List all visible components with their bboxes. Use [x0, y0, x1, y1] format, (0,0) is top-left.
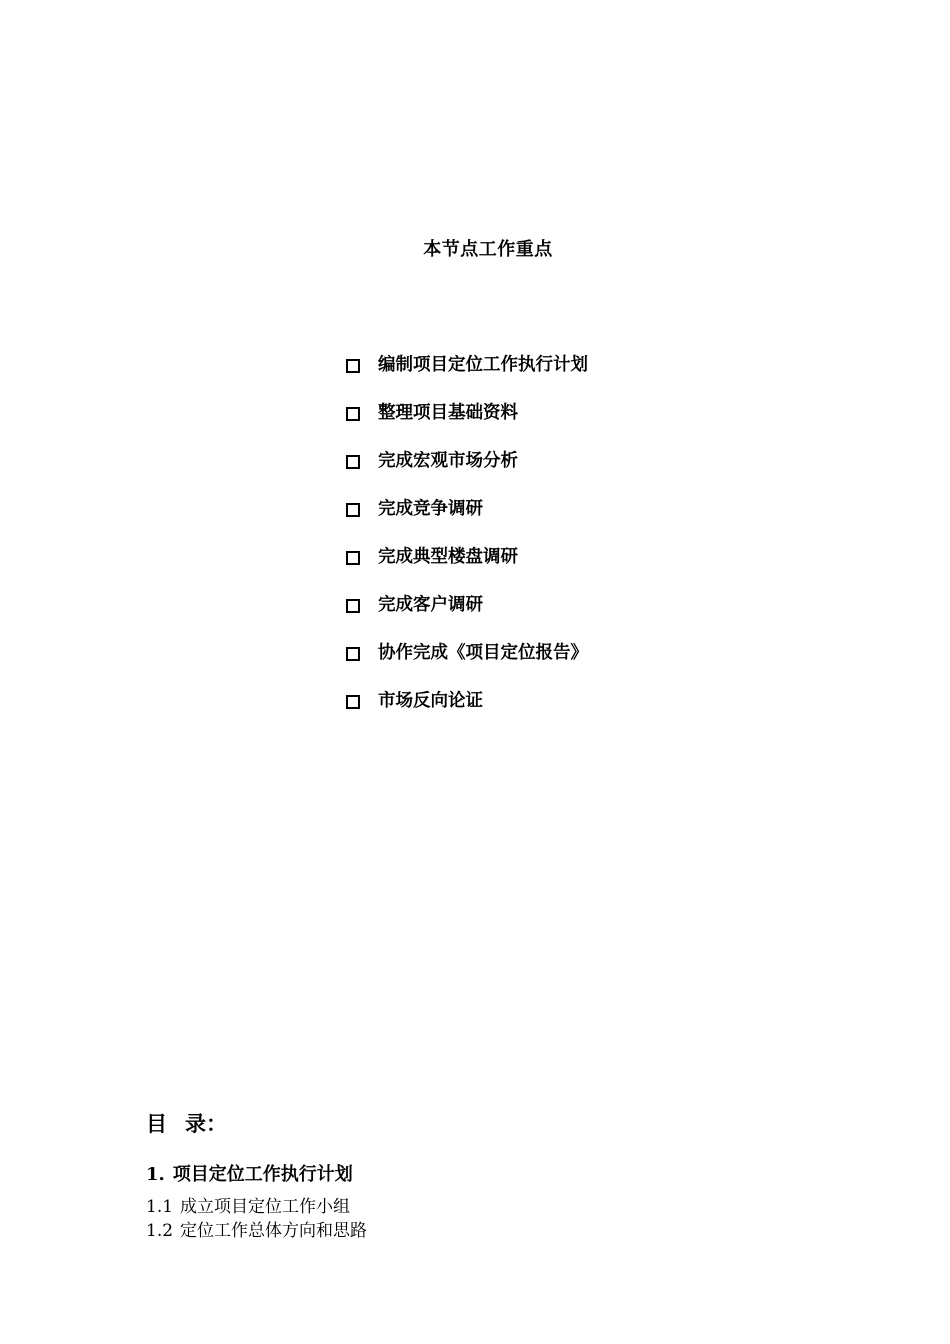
- toc-heading-part2: 录：: [185, 1112, 227, 1136]
- checklist-item: [346, 498, 588, 546]
- toc-subsection: [146, 1220, 367, 1242]
- checkbox-icon: [346, 407, 360, 421]
- toc-heading-part1: 目: [146, 1112, 167, 1136]
- checklist-item: [346, 450, 588, 498]
- toc-subsection-number: 1.2: [146, 1221, 174, 1241]
- checkbox-icon: [346, 599, 360, 613]
- checkbox-icon: [346, 455, 360, 469]
- checklist-item: [346, 354, 588, 402]
- checklist-item: [346, 546, 588, 594]
- task-checklist: [346, 354, 588, 738]
- checklist-item-label: 完成竞争调研: [378, 499, 483, 519]
- toc-subsection-title: 定位工作总体方向和思路: [180, 1221, 367, 1241]
- section-title: 本节点工作重点: [423, 239, 553, 260]
- checkbox-icon: [346, 503, 360, 517]
- checklist-item-label: 完成典型楼盘调研: [378, 547, 518, 567]
- checklist-item: [346, 690, 588, 738]
- checkbox-icon: [346, 647, 360, 661]
- checklist-item: [346, 642, 588, 690]
- toc-chapter-title: 项目定位工作执行计划: [172, 1164, 353, 1185]
- toc-chapter: [146, 1160, 353, 1186]
- checklist-item-label: 编制项目定位工作执行计划: [378, 355, 588, 375]
- checklist-item-label: 完成客户调研: [378, 595, 483, 615]
- checklist-item-label: 完成宏观市场分析: [378, 451, 518, 471]
- toc-subsection: [146, 1196, 350, 1218]
- checklist-item-label: 市场反向论证: [378, 691, 483, 711]
- checklist-item: [346, 402, 588, 450]
- checklist-item: [346, 594, 588, 642]
- checklist-item-label: 整理项目基础资料: [378, 403, 518, 423]
- toc-subsection-title: 成立项目定位工作小组: [180, 1197, 350, 1217]
- checklist-item-label: 协作完成《项目定位报告》: [378, 643, 588, 663]
- checkbox-icon: [346, 551, 360, 565]
- toc-subsection-number: 1.1: [146, 1197, 174, 1217]
- toc-heading: [146, 1108, 227, 1138]
- toc-chapter-number: 1.: [146, 1164, 165, 1185]
- checkbox-icon: [346, 359, 360, 373]
- checkbox-icon: [346, 695, 360, 709]
